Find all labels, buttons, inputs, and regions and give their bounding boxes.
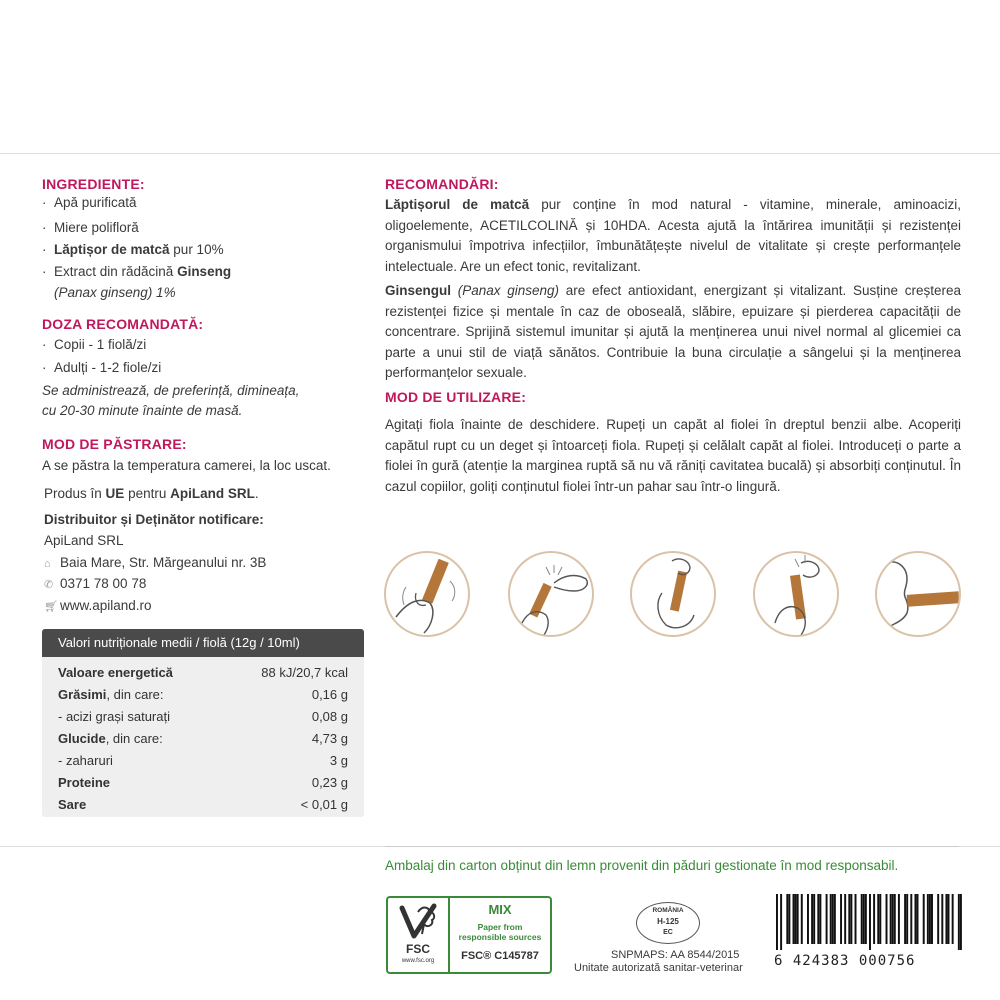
distributor-heading: Distribuitor și Deținător notificare:: [44, 512, 264, 527]
nutrition-row: Glucide, din care: 4,73 g: [58, 731, 348, 746]
fsc-tree-panel: [388, 898, 450, 972]
vet-unit: Unitate autorizată sanitar-veterinar: [574, 962, 743, 974]
dose-children: · Copii - 1 fiolă/zi: [42, 337, 147, 352]
nutrition-row: Grăsimi, din care: 0,16 g: [58, 687, 348, 702]
dose-adults: · Adulți - 1-2 fiole/zi: [42, 360, 162, 375]
distributor-name: ApiLand SRL: [44, 533, 124, 548]
vet-oval: ROMÂNIA H-125 EC: [636, 902, 700, 944]
usage-text: Agitați fiola înainte de deschidere. Rupeți un capăt al fiolei în dreptul benzii albe. Acoperiți capătul rupt cu un deget și întoarceți fiola. Rupeți și celălalt capăt al fiolei. Introduceți o parte a fiolei în gură (atenție la marginea ruptă să nu vă răniți cavitatea bucală) și absorbiți conținutul. În cazul copiilor, goliți conținutul fiolei într-un pahar sau într-o lingură.: [385, 417, 961, 494]
product-label: [0, 153, 1000, 974]
storage-heading: MOD DE PĂSTRARE:: [42, 436, 187, 452]
barcode: [776, 894, 962, 950]
phone-icon: ✆: [44, 579, 54, 591]
ingredient-item: · Miere polifloră: [42, 220, 139, 235]
storage-text: A se păstra la temperatura camerei, la loc uscat.: [42, 458, 331, 473]
fsc-logo: [386, 896, 552, 974]
divider: [385, 846, 959, 847]
website: 🛒︎ www.apiland.ro: [44, 596, 152, 617]
ingredients-heading: INGREDIENTE:: [42, 176, 145, 192]
barcode-number: 6 424383 000756: [774, 953, 916, 969]
ingredient-item: · Lăptișor de matcă pur 10%: [42, 242, 224, 257]
ingredient-note: (Panax ginseng) 1%: [54, 285, 176, 300]
recommendations-heading: RECOMANDĂRI:: [385, 176, 499, 192]
nutrition-row: - zaharuri 3 g: [58, 753, 348, 768]
dose-note: cu 20-30 minute înainte de masă.: [42, 403, 243, 418]
step-1-illustration: [384, 551, 470, 637]
address: ⌂ Baia Mare, Str. Mărgeanului nr. 3B: [44, 553, 266, 574]
fsc-mix: MIX: [488, 902, 512, 917]
usage-heading: MOD DE UTILIZARE:: [385, 389, 527, 405]
ingredient-item: · Apă purificată: [42, 195, 137, 210]
step-5-illustration: [875, 551, 961, 637]
dose-heading: DOZA RECOMANDATĂ:: [42, 316, 204, 332]
nutrition-row: Valoare energetică 88 kJ/20,7 kcal: [58, 665, 348, 680]
fsc-label: FSC: [406, 942, 430, 956]
packaging-note: Ambalaj din carton obținut din lemn provenit din păduri gestionate în mod responsabil.: [385, 858, 899, 873]
nutrition-row: Proteine 0,23 g: [58, 775, 348, 790]
nutrition-header: Valori nutriționale medii / fiolă (12g / 10ml): [42, 629, 364, 657]
phone: ✆ 0371 78 00 78: [44, 574, 146, 595]
ingredient-item: · Extract din rădăcină Ginseng: [42, 264, 232, 279]
recommendations-paragraph-1: Lăptișorul de matcă pur conține în mod natural - vitamine, minerale, aminoacizi, oligoelemente, ACETILCOLINĂ și 10HDA. Acesta ajută la întărirea imunității și rezistenței organismului împotriva infecțiilor, îmbunătățește nivelul de vitalitate și crește performanțele intelectuale. Are un efect tonic, revitalizant.: [385, 197, 961, 274]
step-3-illustration: [630, 551, 716, 637]
cart-icon: 🛒︎: [44, 601, 58, 613]
home-icon: ⌂: [44, 558, 51, 570]
dose-note: Se administrează, de preferință, dimineața,: [42, 383, 300, 398]
nutrition-row: - acizi grași saturați 0,08 g: [58, 709, 348, 724]
fsc-code: FSC® C145787: [461, 950, 539, 962]
fsc-url: www.fsc.org: [401, 958, 435, 964]
step-4-illustration: [753, 551, 839, 637]
nutrition-table: [42, 629, 364, 817]
nutrition-row: Sare < 0,01 g: [58, 797, 348, 812]
recommendations-paragraph-2: Ginsengul (Panax ginseng) are efect antioxidant, energizant și vitalizant. Susține creșterea rezistenței fizice și mentale în caz de oboseală, slăbire, epuizare și pierderea capacității de concentrare. Sprijină sistemul imunitar și ajută la menținerea unui nivel normal al glicemiei ca parte a unui stil de viață sănătos. Contribuie la buna circulație a sângelui și la menținerea performanțelor sexuale.: [385, 283, 961, 380]
producer-text: Produs în UE pentru ApiLand SRL.: [44, 486, 259, 501]
fsc-text: Paper from responsible sources: [458, 922, 542, 942]
step-2-illustration: [508, 551, 594, 637]
snp-code: SNPMAPS: AA 8544/2015: [611, 949, 740, 961]
